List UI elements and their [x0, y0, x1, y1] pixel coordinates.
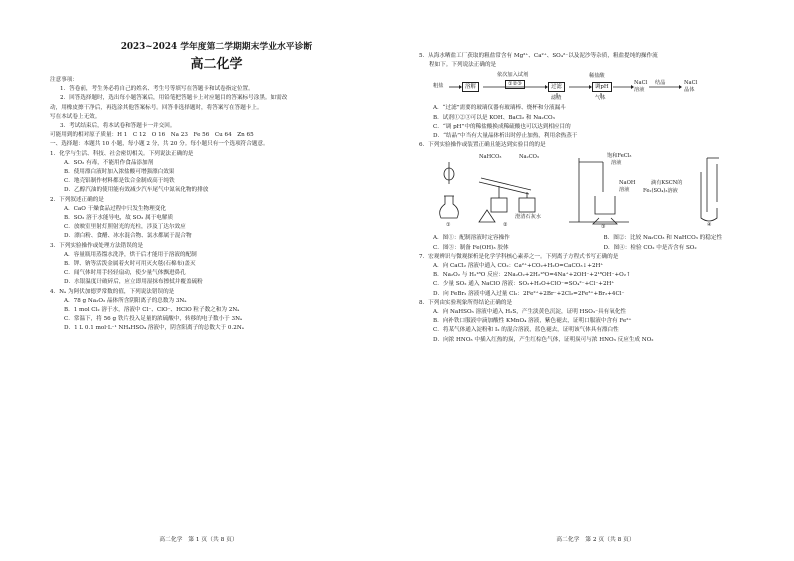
option: D．漂白粉、食醋、冰水混合物、氯水都属于混合物 [64, 233, 192, 240]
option: A．SO₂ 有毒，不能用作食品添加剂 [64, 159, 154, 166]
option: C．常温下，将 56 g 铁片投入足量的浓硫酸中，转移的电子数小于 3Nₐ [64, 316, 243, 323]
option: A．向 NaHSO₃ 溶液中通入 H₂S，产生淡黄色沉淀，证明 HSO₃⁻具有氧化性 [433, 309, 627, 316]
flow-crystal-label: 结晶 [655, 80, 666, 87]
figure-number-1: ① [446, 222, 451, 229]
flow-step-ph: 调pH [592, 82, 612, 92]
question-6-stem: 6．下列实验操作或装置正确且能达到实验目的的是 [419, 142, 546, 149]
option: C．放映室里射灯照射光的光柱，涉及丁达尔效应 [64, 224, 186, 231]
label-naoh-solution: 溶液 [619, 187, 630, 194]
option: B．1 mol Cl₂ 溶于水，溶液中 Cl⁻、ClO⁻、HClO 粒子数之和为 2Nₐ [64, 307, 240, 314]
option: C．少量 SO₂ 通入 NaClO 溶液：SO₂+H₂O+ClO⁻=SO₄²⁻+Cl⁻+2H⁺ [433, 281, 615, 288]
flow-product-solution: 溶液 [634, 87, 645, 94]
figure-number-3: ③ [601, 224, 606, 231]
option: D．水银温度计破碎后，应立即用湿抹布擦拭并覆盖硫粉 [64, 279, 203, 286]
figure-number-2: ② [503, 222, 508, 229]
option: C．将某气体通入淀粉和 I₂ 的混合溶液，蓝色褪去，证明该气体具有漂白性 [433, 327, 619, 334]
question-4-stem: 4．Nₐ 为阿伏加德罗常数的值，下列说法错误的是 [50, 288, 175, 295]
flow-product-nacl: NaCl [634, 80, 648, 87]
option: A．78 g Na₂O₂ 晶体所含阴阳离子的总数为 3Nₐ [64, 297, 187, 304]
label-nahco3: NaHCO₃ [479, 154, 502, 161]
purification-flowchart [419, 72, 774, 102]
option: B．使用漂白液时加入浓盐酸可增强漂白效果 [64, 169, 175, 176]
option: D．向浓 HNO₃ 中插入红热的炭，产生红棕色气体，证明炭可与浓 HNO₃ 反应生成 NO₂ [433, 336, 654, 343]
question-2-stem: 2．下列叙述正确的是 [50, 196, 104, 203]
note-line: 2．回答选择题时，选出每小题答案后，用铅笔把答题卡上对应题目的答案标号涂黑。如需改 [60, 95, 288, 102]
option: C．地壳铝制作材料都是钛合金制成高于纯铁 [64, 178, 175, 185]
options-row [419, 244, 774, 253]
flow-step-dissolve: 溶解 [462, 82, 479, 92]
note-line: 动，用橡皮擦干净后，再选涂其他答案标号。回答非选择题时，将答案写在答题卡上。 [50, 104, 263, 111]
option: D．“结晶”中当有大量晶体析出时停止加热，利用余热蒸干 [433, 133, 578, 140]
option: B．图②：比较 Na₂CO₃ 和 NaHCO₃ 的稳定性 [603, 235, 723, 242]
label-fecl3: 饱和FeCl₃ [607, 153, 632, 160]
option: A．图①：配制溶液时定容操作 [433, 235, 510, 242]
apparatus-figures [419, 152, 774, 230]
question-1-stem: 1．化学与生活、科技、社会密切相关。下列说法正确的是 [50, 150, 194, 157]
option: C．图③：制备 Fe(OH)₃ 胶体 [433, 244, 509, 251]
question-3-stem: 3．下列实验操作或处理方法错误的是 [50, 242, 144, 249]
page-2 [397, 0, 794, 561]
note-line: 3．考试结束后，将本试卷和答题卡一并交回。 [60, 123, 176, 130]
figure-number-4: ④ [707, 222, 712, 229]
option: A．容量瓶用蒸馏水洗净，烘干后才能用于溶液的配制 [64, 251, 197, 258]
option: D．1 L 0.1 mol·L⁻¹ NH₄HSO₄ 溶液中，阴含阳离子的总数大于 0.2Nₐ [64, 325, 244, 332]
label-naoh: NaOH [619, 180, 636, 187]
flow-step-filter: 过滤 [548, 82, 565, 92]
option: C．闻气体时用手轻轻扇动，使少量气体飘进鼻孔 [64, 270, 186, 277]
label-kscn: 滴有KSCN的 [651, 180, 683, 187]
flow-final-nacl: NaCl [684, 80, 698, 87]
option: B．向补铁口服液中滴加酸性 KMnO₄ 溶液，紫色褪去，证明口服液中含有 Fe²⁺ [433, 318, 632, 325]
page-footer: 高二化学 第 1 页（共 8 页） [159, 537, 238, 543]
option: B．Na₂O₂ 与 H₂¹⁸O 反应：2Na₂O₂+2H₂¹⁸O=4Na⁺+2OH⁻+2¹⁸OH⁻+O₂↑ [433, 272, 631, 279]
flow-reagent-numbers: ①②③ [505, 80, 525, 89]
question-7-stem: 7．宏观辨识与微观探析是化学学科核心素养之一。下列离子方程式书写正确的是 [419, 253, 619, 260]
subject-title: 高二化学 [190, 57, 243, 72]
question-5-stem-cont: 程如下。下列说法正确的是 [429, 62, 497, 69]
option: D．向 FeBr₂ 溶液中通入过量 Cl₂：2Fe²⁺+2Br⁻+2Cl₂=2Fe³⁺+Br₂+4Cl⁻ [433, 290, 625, 297]
notes-heading: 注意事项： [50, 77, 78, 83]
note-line: 1．答卷前，考生务必将自己的姓名、考生号等填写在答题卡和试卷指定位置。 [60, 86, 254, 93]
flow-start: 粗盐 [433, 83, 444, 90]
option: C．“调 pH”中的稀盐酸换成稀硫酸也可以达到相应目的 [433, 123, 571, 130]
question-5-stem: 5．从海水晒盐工厂获取的粗盐常含有 Mg²⁺、Ca²⁺、SO₄²⁻以及泥沙等杂质，粗盐提纯的操作流 [419, 53, 658, 59]
option: A．向 CaCl₂ 溶液中通入 CO₂：Ca²⁺+CO₂+H₂O=CaCO₃↓+2H⁺ [433, 263, 604, 270]
page-footer: 高二化学 第 2 页（共 8 页） [556, 537, 635, 543]
section-heading: 一、选择题：本题共 10 小题，每小题 2 分，共 20 分。每小题只有一个选项符合题意。 [50, 141, 269, 148]
flow-final-crystal: 晶体 [684, 87, 695, 94]
label-na2co3: Na₂CO₃ [519, 154, 540, 161]
option: B．SO₂ 溶于水能导电，故 SO₂ 属于电解质 [64, 215, 174, 222]
question-8-stem: 8．下列由实验现象所得结论正确的是 [419, 299, 513, 306]
option: D．图④：检验 CO₂ 中是否含有 SO₂ [603, 244, 697, 251]
flow-acid-label: 稀盐酸 [589, 73, 605, 80]
atomic-masses: 可能用到的相对原子质量：H 1 C 12 O 16 Na 23 Fe 56 Cu 64 Zn 65 [50, 132, 254, 139]
option: A．“过滤”需要的玻璃仪器有玻璃棒、烧杯和分液漏斗 [433, 105, 566, 112]
flow-waste-gas: 气体 [595, 95, 606, 102]
option: B．钾、钠等活泼金属着火时可用灭火毯(石棉布)盖灭 [64, 261, 196, 268]
apparatus-drawings [419, 152, 774, 230]
option: D．乙醇汽油的使用能有效减少汽车尾气中氮氧化物的排放 [64, 187, 209, 194]
label-fecl3-solution: 溶液 [611, 160, 622, 167]
label-limewater: 澄清石灰水 [515, 214, 541, 221]
option: A．CaO 干燥食品过程中只发生物理变化 [64, 205, 166, 212]
flow-reagent-label: 依次加入试剂 [497, 72, 529, 79]
label-fe2so43: Fe₂(SO₄)₃溶液 [643, 188, 678, 195]
option: B．试剂①②③可以是 KOH、BaCl₂ 和 Na₂CO₃ [433, 114, 555, 121]
flow-waste-residue: 滤渣 [551, 95, 562, 102]
options-row [419, 234, 774, 243]
note-line: 写在本试卷上无效。 [50, 113, 101, 120]
exam-title: 2023~2024 学年度第二学期期末学业水平诊断 [120, 42, 313, 52]
